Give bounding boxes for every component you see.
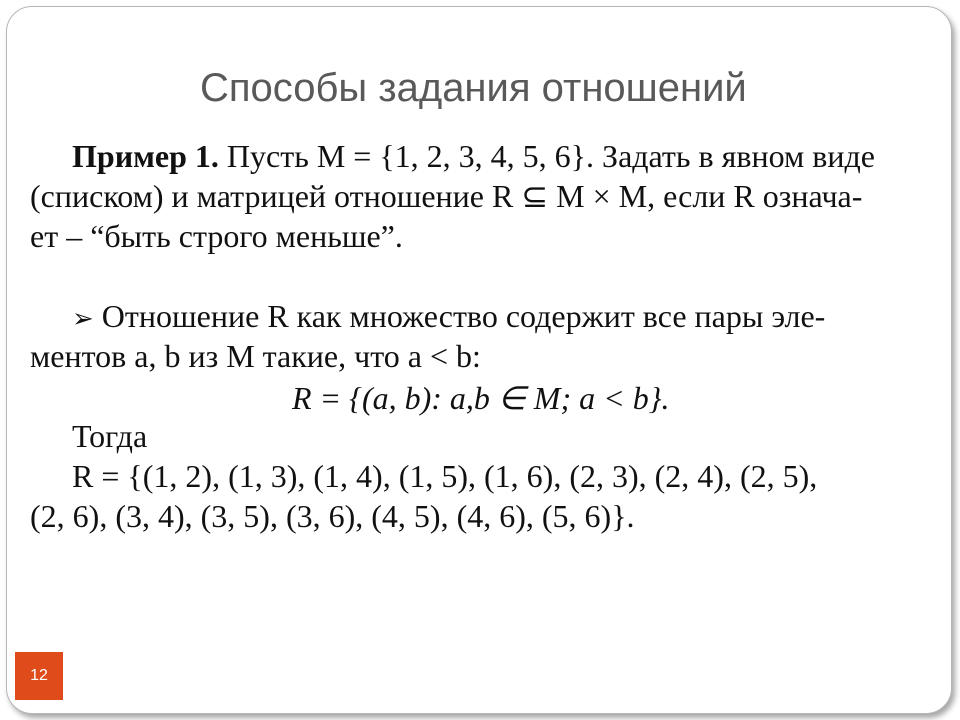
pairs-line-1: R = {(1, 2), (1, 3), (1, 4), (1, 5), (1, 6), (2, 3), (2, 4), (2, 5),	[72, 458, 818, 494]
example-line-3: ет – “быть строго меньше”.	[30, 218, 403, 254]
example-line-2: (списком) и матрицей отношение R ⊆ M × M, если R означа-	[30, 178, 863, 214]
example-label: Пример 1.	[72, 138, 219, 174]
slide-title: Способы задания отношений	[200, 66, 747, 110]
then-label: Тогда	[72, 418, 148, 454]
page-number-badge: 12	[15, 652, 63, 700]
solution-line-1	[72, 296, 825, 336]
example-text-1: Пусть M = {1, 2, 3, 4, 5, 6}. Задать в явном виде	[226, 138, 875, 174]
example-line-1	[72, 136, 875, 176]
solution-text-1: Отношение R как множество содержит все пары эле-	[101, 298, 826, 334]
arrow-bullet-icon: ➢	[72, 304, 94, 334]
pairs-line-2: (2, 6), (3, 4), (3, 5), (3, 6), (4, 5), (4, 6), (5, 6)}.	[30, 498, 635, 534]
set-definition: R = {(a, b): a,b ∈ M; a < b}.	[292, 380, 670, 416]
solution-line-2: ментов a, b из M такие, что a < b:	[30, 338, 481, 374]
